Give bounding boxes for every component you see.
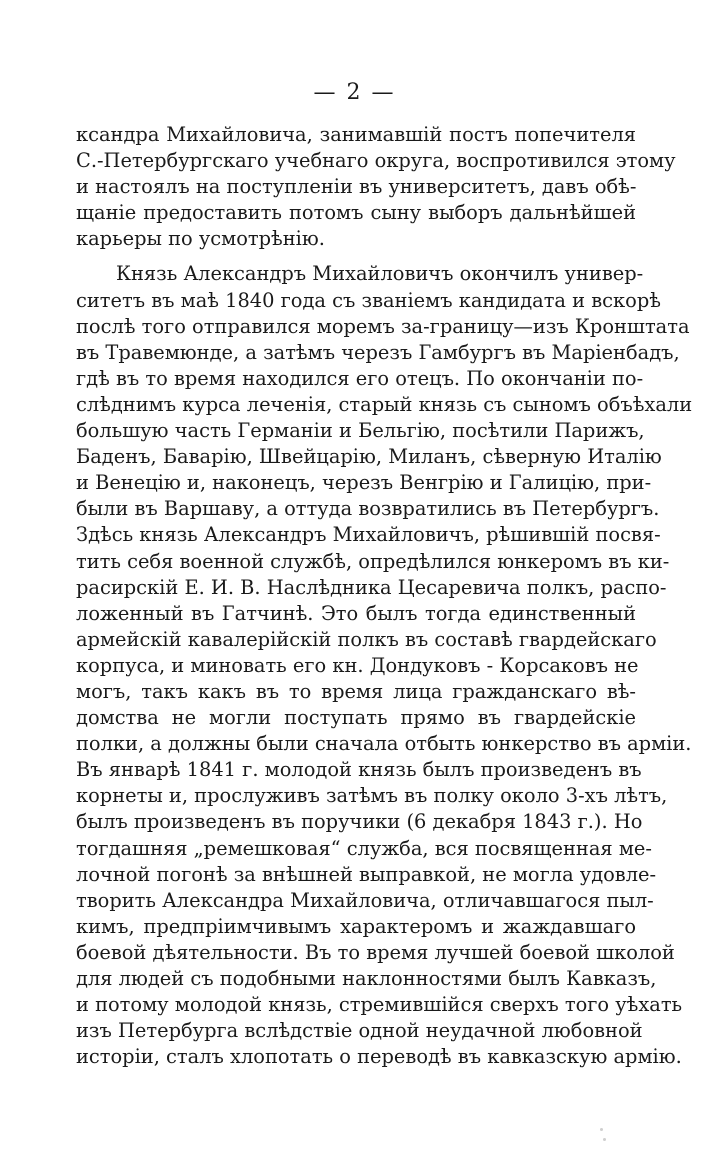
paragraph-2 [76, 261, 693, 1070]
text-line: творить Александра Михайловича, отличавшагося пыл- [76, 888, 654, 912]
text-line: расирскій Е. И. В. Наслѣдника Цесаревича полкъ, распо- [76, 575, 667, 599]
text-line: Здѣсь князь Александръ Михайловичъ, рѣшившій посвя- [76, 523, 661, 547]
text-line: корнеты и, прослуживъ затѣмъ въ полку около 3-хъ лѣтъ, [76, 784, 668, 808]
text-line: ситетъ въ маѣ 1840 года съ званіемъ кандидата и вскорѣ [76, 288, 661, 312]
text-line: слѣднимъ курса леченія, старый князь съ сыномъ объѣхали [76, 392, 693, 416]
text-line: тогдашняя „ремешковая“ служба, вся посвященная ме- [76, 836, 652, 860]
text-line: щаніе предоставить потомъ сыну выборъ дальнѣйшей [76, 201, 636, 225]
text-line: Князь Александръ Михайловичъ окончилъ универ- [116, 262, 644, 286]
text-line: ксандра Михайловича, занимавшій постъ попечителя [76, 123, 636, 146]
text-line: лочной погонѣ за внѣшней выправкой, не могла удовле- [76, 862, 657, 886]
text-line: и настоялъ на поступленіи въ университетъ, давъ обѣ- [76, 175, 637, 199]
paragraph-1 [76, 122, 676, 252]
text-line: Въ январѣ 1841 г. молодой князь былъ произведенъ въ [76, 758, 642, 782]
text-line: для людей съ подобными наклонностями былъ Кавказъ, [76, 967, 657, 990]
text-line: и Венецію и, наконецъ, черезъ Венгрію и Галицію, при- [76, 471, 652, 495]
scan-speck [603, 1138, 606, 1141]
page-number: — 2 — [313, 80, 396, 105]
text-line: ложенный въ Гатчинѣ. Это былъ тогда единственный [76, 601, 636, 625]
scan-speck [600, 1128, 603, 1131]
text-line: могъ, такъ какъ въ то время лица гражданскаго вѣ- [76, 679, 636, 703]
text-line: послѣ того отправился моремъ за-границу—изъ Кронштата [76, 314, 690, 338]
text-line: армейскій кавалерійскій полкъ въ составѣ гвардейскаго [76, 627, 657, 651]
text-line: тить себя военной службѣ, опредѣлился юнкеромъ въ ки- [76, 549, 670, 573]
text-line: въ Травемюнде, а затѣмъ черезъ Гамбургъ въ Маріенбадъ, [76, 340, 680, 364]
text-line: корпуса, и миновать его кн. Дондуковъ - Корсаковъ не [76, 653, 639, 677]
text-line: С.-Петербургскаго учебнаго округа, воспротивился этому [76, 149, 676, 173]
text-line: изъ Петербурга вслѣдствіе одной неудачной любовной [76, 1019, 643, 1043]
text-line: карьеры по усмотрѣнію. [76, 227, 325, 251]
text-line: гдѣ въ то время находился его отецъ. По окончаніи по- [76, 366, 644, 390]
text-line: полки, а должны были сначала отбыть юнкерство въ арміи. [76, 732, 692, 756]
text-line: были въ Варшаву, а оттуда возвратились въ Петербургъ. [76, 497, 660, 521]
text-line: домства не могли поступать прямо въ гвардейскіе [76, 706, 636, 730]
text-line: большую часть Германіи и Бельгію, посѣтили Парижъ, [76, 419, 645, 443]
text-line: былъ произведенъ въ поручики (6 декабря 1843 г.). Но [76, 810, 643, 834]
text-line: и потому молодой князь, стремившійся сверхъ того уѣхать [76, 993, 683, 1017]
body-text [76, 122, 693, 1070]
text-line: Баденъ, Баварію, Швейцарію, Миланъ, сѣверную Италію [76, 445, 662, 469]
text-line: исторіи, сталъ хлопотать о переводѣ въ кавказскую армію. [76, 1045, 682, 1069]
text-line: кимъ, предпріимчивымъ характеромъ и жаждавшаго [76, 914, 636, 938]
text-line: боевой дѣятельности. Въ то время лучшей боевой школой [76, 940, 675, 964]
